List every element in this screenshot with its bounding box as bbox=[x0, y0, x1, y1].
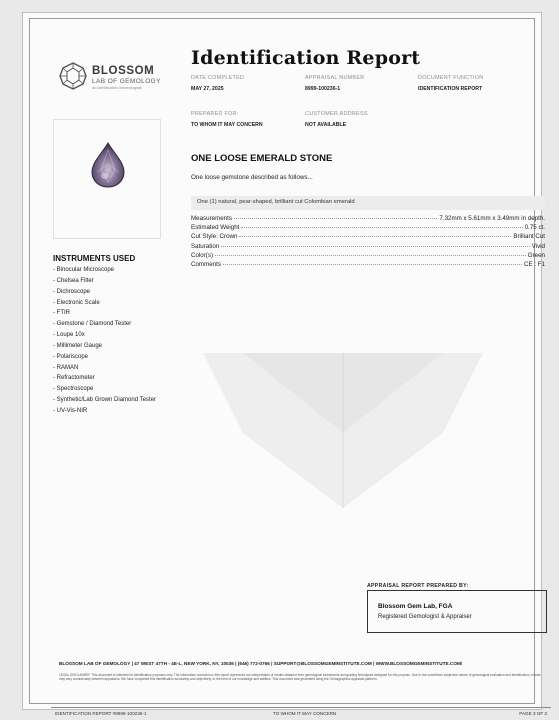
instrument-item: - Synthetic/Lab Grown Diamond Tester bbox=[53, 397, 156, 404]
spec-value: CE : F1 bbox=[524, 260, 545, 268]
spec-value: Vivid bbox=[531, 242, 545, 250]
instrument-item: - Electronic Scale bbox=[53, 299, 100, 306]
date-completed-label: DATE COMPLETED bbox=[191, 75, 245, 81]
gem-photo-frame bbox=[53, 119, 161, 239]
spec-row bbox=[191, 215, 545, 224]
spec-leader-dots bbox=[239, 236, 511, 237]
pear-emerald-icon bbox=[91, 142, 125, 188]
prepared-for bbox=[191, 111, 263, 128]
instrument-item: - Chelsea Filter bbox=[53, 277, 94, 284]
prepared-for-label: PREPARED FOR: bbox=[191, 111, 239, 117]
instrument-item: - Spectroscope bbox=[53, 386, 94, 393]
spec-value: Green bbox=[527, 251, 545, 259]
spec-leader-dots bbox=[241, 227, 522, 228]
document-function-value: IDENTIFICATION REPORT bbox=[418, 86, 483, 92]
prepared-by-label: APPRAISAL REPORT PREPARED BY: bbox=[367, 583, 469, 589]
document-function bbox=[418, 75, 484, 92]
brand-subtitle: LAB OF GEMOLOGY bbox=[92, 78, 161, 85]
spec-value: 0.75 ct. bbox=[524, 224, 545, 232]
customer-address-value: NOT AVAILABLE bbox=[305, 122, 347, 128]
instrument-item: - RAMAN bbox=[53, 364, 79, 371]
report-sheet bbox=[22, 12, 547, 716]
instrument-item: - Polariscope bbox=[53, 353, 89, 360]
stone-title: ONE LOOSE EMERALD STONE bbox=[191, 153, 333, 164]
instrument-item: - Binocular Microscope bbox=[53, 267, 115, 273]
footer-recipient: TO WHOM IT MAY CONCERN bbox=[273, 711, 337, 716]
appraisal-number-label: APPRAISAL NUMBER bbox=[305, 75, 365, 81]
document-function-label: DOCUMENT FUNCTION bbox=[418, 75, 484, 81]
appraisal-number bbox=[305, 75, 364, 92]
spec-row bbox=[191, 233, 545, 242]
spec-leader-dots bbox=[215, 255, 526, 256]
stone-description: One (1) natural, pear-shaped, brilliant cut Colombian emerald bbox=[191, 196, 545, 210]
page-footer bbox=[51, 707, 551, 717]
instruments-title: INSTRUMENTS USED bbox=[53, 254, 136, 263]
prepared-by-name: Blossom Gem Lab, FGA bbox=[378, 603, 453, 610]
spec-label: Measurements bbox=[191, 215, 232, 222]
spec-row bbox=[191, 243, 545, 252]
customer-address bbox=[305, 111, 368, 128]
instrument-item: - Dichroscope bbox=[53, 288, 91, 295]
spec-row bbox=[191, 261, 545, 270]
footer-page-number: PAGE 3 OF 3 bbox=[519, 711, 547, 716]
appraisal-number-value: 8999-100236-1 bbox=[305, 86, 341, 92]
spec-table bbox=[191, 215, 545, 270]
spec-label: Color(s) bbox=[191, 251, 214, 259]
spec-row bbox=[191, 252, 545, 261]
prepared-by-box bbox=[367, 590, 547, 633]
instrument-item: - UV-Vis-NIR bbox=[53, 407, 88, 414]
spec-leader-dots bbox=[234, 218, 437, 219]
spec-row bbox=[191, 224, 545, 233]
spec-label: Estimated Weight bbox=[191, 224, 240, 232]
spec-label: Cut Style: Crown bbox=[191, 233, 238, 241]
diamond-watermark-icon bbox=[183, 313, 503, 513]
footer-address: BLOSSOM LAB OF GEMOLOGY | 47 WEST 47TH - 4E-L, NEW YORK, NY, 10036 | (646) 772-0766 | SUPPORT@BLOSSOMGEMINSTITUTE.COM | WWW.BLOSSOMGEMINSTITUTE.COM/ bbox=[59, 661, 463, 666]
brand-logo bbox=[59, 62, 179, 102]
brand-tagline: An Identification Gemmologists bbox=[92, 86, 142, 90]
spec-label: Comments bbox=[191, 260, 221, 268]
instrument-item: - Loupe 10x bbox=[53, 332, 85, 339]
instruments-list bbox=[53, 267, 156, 419]
spec-value: Brilliant Cut bbox=[513, 233, 545, 241]
prepared-for-value: TO WHOM IT MAY CONCERN bbox=[191, 122, 263, 128]
report-title: Identification Report bbox=[191, 47, 421, 69]
stone-intro: One loose gemstone described as follows... bbox=[191, 174, 313, 181]
customer-address-label: CUSTOMER ADDRESS bbox=[305, 111, 368, 117]
spec-label: Saturation bbox=[191, 242, 220, 250]
spec-leader-dots bbox=[223, 264, 522, 265]
instrument-item: - Millimeter Gauge bbox=[53, 342, 103, 349]
instrument-item: - Gemstone / Diamond Tester bbox=[53, 321, 132, 328]
instrument-item: - Refractometer bbox=[53, 375, 95, 382]
footer-report-id: IDENTIFICATION REPORT #8999-100236-1 bbox=[55, 711, 147, 716]
prepared-by-role: Registered Gemologist & Appraiser bbox=[378, 614, 472, 620]
instrument-item: - FTIR bbox=[53, 310, 70, 317]
brand-name: BLOSSOM bbox=[92, 65, 155, 77]
date-completed-value: MAY 27, 2025 bbox=[191, 86, 224, 92]
legal-disclaimer: LEGAL DISCLAIMER: This document is intended for identification purposes only. The information recorded on this report represents our interpretation of results obtained from gemological instruments and grading techniques designed for this purpose. Due to the sometimes subjective nature of gemological evaluation and identification, results may vary considerably between appraisers. We have completed this identification accurately and objectively, to the best of our knowledge and abilities. This document was generated using the Gemagraphics appraisal platform. bbox=[59, 673, 541, 682]
spec-leader-dots bbox=[221, 246, 529, 247]
spec-value: 7.32mm x 5.61mm x 3.49mm in depth. bbox=[439, 215, 545, 222]
diamond-logo-icon bbox=[59, 62, 87, 90]
date-completed bbox=[191, 75, 244, 92]
